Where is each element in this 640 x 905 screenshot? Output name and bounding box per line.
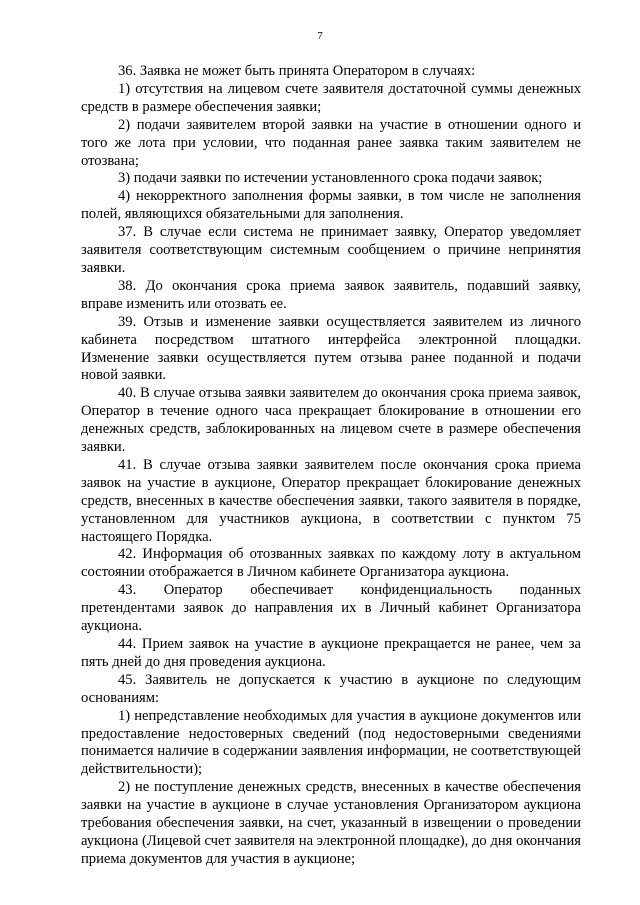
paragraph-40: 40. В случае отзыва заявки заявителем до окончания срока приема заявок, Оператор в течение одного часа прекращает блокирование в отношении его денежных средств, заблокированных на лицевом счете в размере обеспечения заявки. xyxy=(81,385,581,456)
paragraph-45-item-2: 2) не поступление денежных средств, внесенных в качестве обеспечения заявки на участие в аукционе в случае установления Организатором аукциона требования обеспечения заявки, на счет, указанный в извещении о проведении аукциона (Лицевой счет заявителя на электронной площадке), до дня окончания приема документов для участия в аукционе; xyxy=(81,779,581,867)
paragraph-45-item-1: 1) непредставление необходимых для участия в аукционе документов или предоставление недостоверных сведений (под недостоверными сведениями понимается наличие в содержании заявления информации, не соответствующей действительности); xyxy=(81,707,581,778)
paragraph-37: 37. В случае если система не принимает заявку, Оператор уведомляет заявителя соответствующим системным сообщением о причине непринятия заявки. xyxy=(81,224,581,276)
paragraph-39: 39. Отзыв и изменение заявки осуществляется заявителем из личного кабинета посредством штатного интерфейса электронной площадки. Изменение заявки осуществляется путем отзыва ранее поданной и подачи новой заявки. xyxy=(81,313,581,384)
page-number: 7 xyxy=(317,30,323,42)
paragraph-43: 43. Оператор обеспечивает конфиденциальность поданных претендентами заявок до направления их в Личный кабинет Организатора аукциона. xyxy=(81,582,581,635)
paragraph-36-item-4: 4) некорректного заполнения формы заявки, в том числе не заполнения полей, являющихся обязательными для заполнения. xyxy=(81,188,581,223)
paragraph-42: 42. Информация об отозванных заявках по каждому лоту в актуальном состоянии отображается в Личном кабинете Организатора аукциона. xyxy=(81,546,581,581)
paragraph-36-item-1: 1) отсутствия на лицевом счете заявителя достаточной суммы денежных средств в размере обеспечения заявки; xyxy=(81,80,581,115)
paragraph-41: 41. В случае отзыва заявки заявителем после окончания срока приема заявок на участие в аукционе, Оператор прекращает блокирование денежных средств, внесенных в качестве обеспечения заявки, такого заявителя в порядке, установленном для участников аукциона, в соответствии с пунктом 75 настоящего Порядка. xyxy=(81,456,581,545)
paragraph-36-item-2: 2) подачи заявителем второй заявки на участие в отношении одного и того же лота при условии, что поданная ранее заявка таким заявителем не отозвана; xyxy=(81,116,581,169)
paragraph-36: 36. Заявка не может быть принята Оператором в случаях: xyxy=(118,63,476,79)
document-body xyxy=(81,63,581,869)
paragraph-36-item-3: 3) подачи заявки по истечении установленного срока подачи заявок; xyxy=(118,170,543,187)
paragraph-44: 44. Прием заявок на участие в аукционе прекращается не ранее, чем за пять дней до дня проведения аукциона. xyxy=(81,636,581,670)
paragraph-45: 45. Заявитель не допускается к участию в аукционе по следующим основаниям: xyxy=(81,671,581,706)
paragraph-38: 38. До окончания срока приема заявок заявитель, подавший заявку, вправе изменить или отозвать ее. xyxy=(81,277,581,312)
